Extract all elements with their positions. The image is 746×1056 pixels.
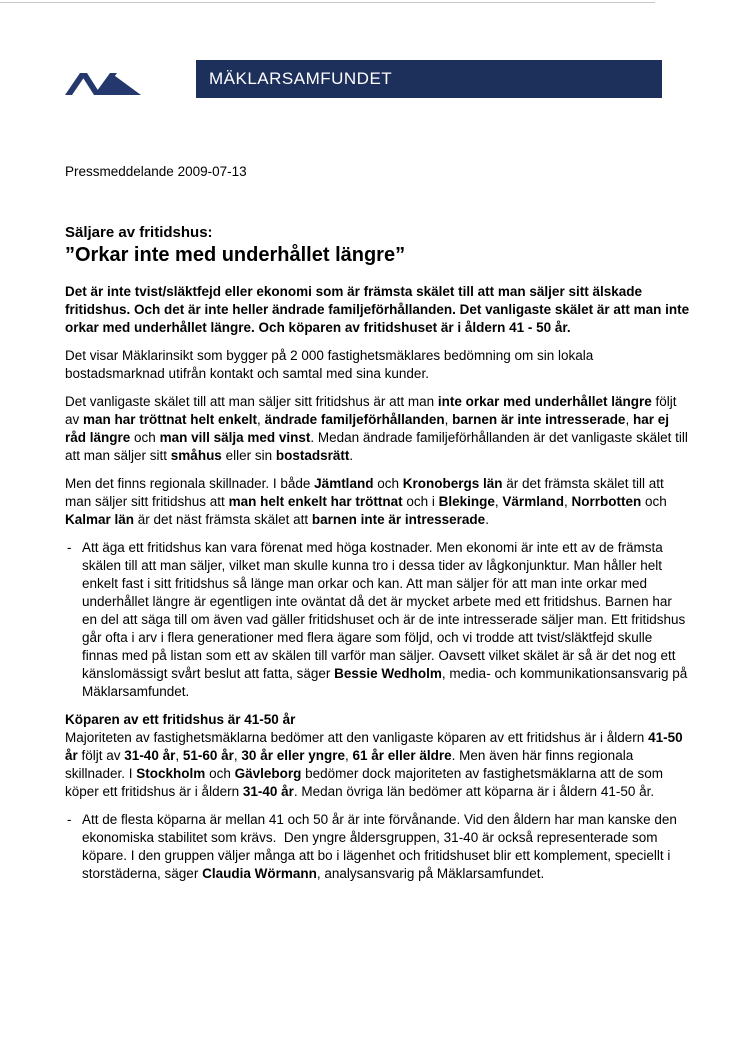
quote-text-wedholm: Att äga ett fritidshus kan vara förenat med höga kostnader. Men ekonomi är inte ett av de främsta skälen till att man säljer, vilket man skulle kunna tro i dessa tider av lågkonjunktur. Man håller helt enkelt fast i sitt fritidshus så länge man orkar och kan. Att man säljer för att man inte orkar med underhållet längre är egentligen inte oväntat då det är mycket arbete med ett fritidshus. Barnen har en del att säga till om även vad gäller fritidshuset och är de inte intresserade säljer man. Ett fritidshus går ofta i arv i flera generationer med flera ägare som följd, och vi trodde att tvist/släktfejd skulle finnas med på listan som ett av skälen till varför man säljer. Oavsett vilket skälet är så är det nog ett känslomässigt svårt beslut att fatta, säger Bessie Wedholm, media- och kommunikationsansvarig på Mäklarsamfundet. [82,540,688,699]
brand-name: MÄKLARSAMFUNDET [209,69,393,88]
brand-bar [196,60,662,98]
lead-paragraph: Det är inte tvist/släktfejd eller ekonomi som är främsta skälet till att man säljer sitt älskade fritidshus. Och det är inte heller ändrade familjeförhållanden. Det vanligaste skälet är att man inte orkar med underhållet längre. Och köparen av fritidshuset är i åldern 41 - 50 år. [65,284,690,335]
quote-dash-marker: - [67,540,72,555]
headline: ”Orkar inte med underhållet längre” [65,244,406,266]
paragraph-source: Det visar Mäklarinsikt som bygger på 2 000 fastighetsmäklares bedömning om sin lokala bostadsmarknad utifrån kontakt och samtal med sina kunder. [65,348,594,381]
subheading-buyers: Köparen av ett fritidshus är 41-50 år [65,712,296,727]
kicker: Säljare av fritidshus: [65,224,213,241]
dateline: Pressmeddelande 2009-07-13 [65,164,247,179]
top-edge-line [0,2,655,3]
quote-dash-marker: - [67,812,72,827]
quote-bessie-wedholm [65,539,690,701]
paragraph-regional-differences: Men det finns regionala skillnader. I både Jämtland och Kronobergs län är det främsta skälet till att man säljer sitt fritidshus att man helt enkelt har tröttnat och i Blekinge, Värmland, Norrbotten och Kalmar län är det näst främsta skälet att barnen inte är intresserade. [65,476,667,527]
document-body [65,163,690,893]
quote-text-wormann: Att de flesta köparna är mellan 41 och 50 år är inte förvånande. Vid den åldern har man kanske den ekonomiska stabilitet som krävs. Den yngre åldersgruppen, 31-40 är också representerade som köpare. I den gruppen väljer många att bo i lägenhet och fritidshuset blir ett komplement, speciellt i storstäderna, säger Claudia Wörmann, analysansvarig på Mäklarsamfundet. [82,812,677,881]
paragraph-selling-reasons: Det vanligaste skälet till att man säljer sitt fritidshus är att man inte orkar med underhållet längre följt av man har tröttnat helt enkelt, ändrade familjeförhållanden, barnen är inte intresserade, har ej råd längre och man vill sälja med vinst. Medan ändrade familjeförhållanden är det vanligaste skälet till att man säljer sitt småhus eller sin bostadsrätt. [65,394,688,463]
quote-claudia-wormann [65,811,690,883]
maklarsamfundet-logo-icon [65,72,141,95]
paragraph-buyers: Majoriteten av fastighetsmäklarna bedömer att den vanligaste köparen av ett fritidshus är i åldern 41-50 år följt av 31-40 år, 51-60 år, 30 år eller yngre, 61 år eller äldre. Men även här finns regionala skillnader. I Stockholm och Gävleborg bedömer dock majoriteten av fastighetsmäklarna att de som köper ett fritidshus är i åldern 31-40 år. Medan övriga län bedömer att köparna är i åldern 41-50 år. [65,730,683,799]
